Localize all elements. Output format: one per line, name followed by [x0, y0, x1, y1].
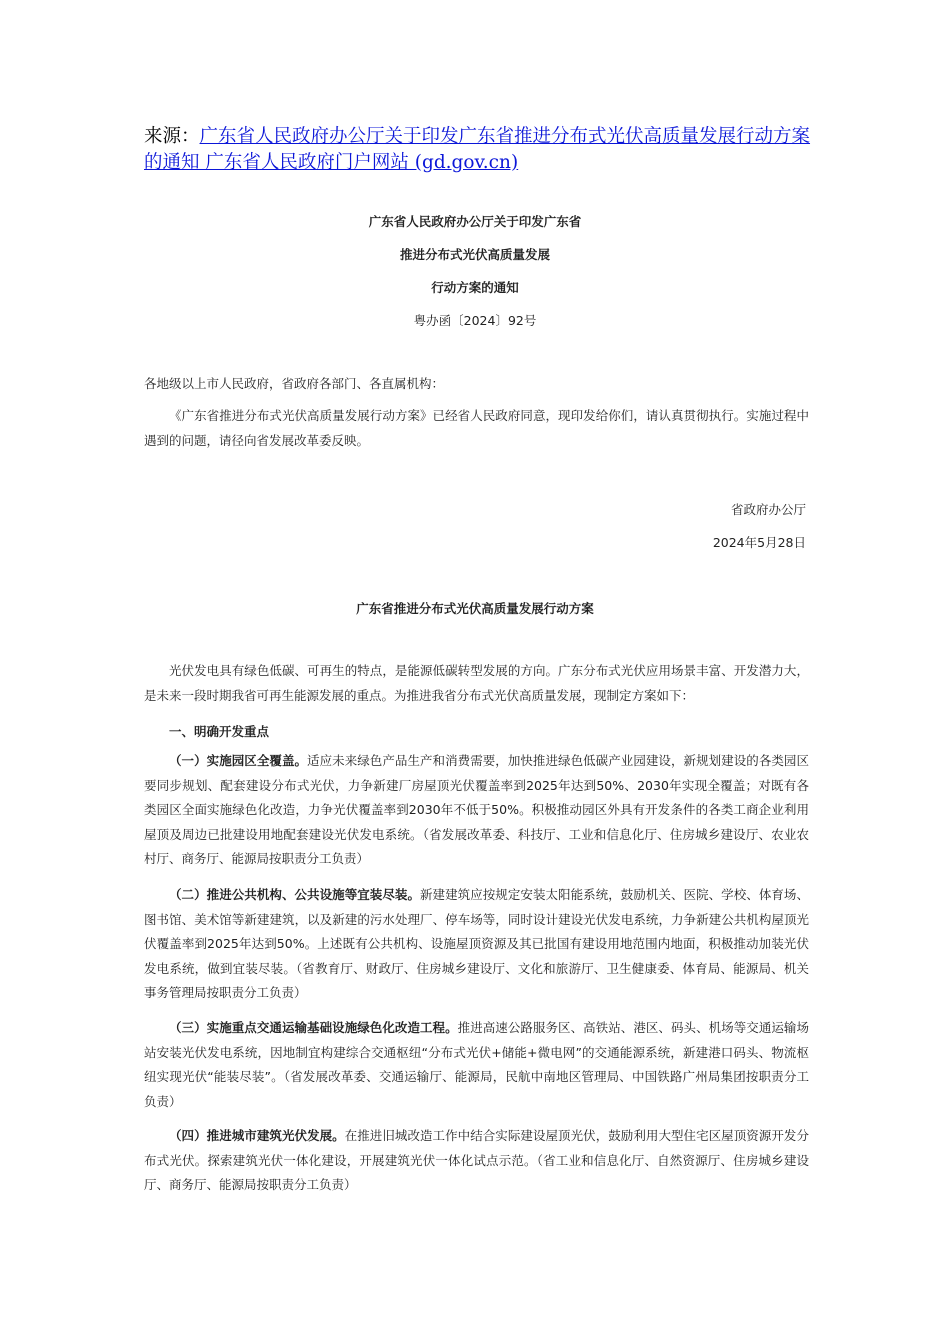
issue-date: 2024年5月28日: [712, 535, 806, 550]
section-heading-1: 一、明确开发重点: [169, 724, 270, 739]
plan-item-4-lead: （四）推进城市建筑光伏发展。: [169, 1128, 345, 1143]
plan-item-2-text: 新建建筑应按规定安装太阳能系统，鼓励机关、医院、学校、体育场、图书馆、美术馆等新建建筑，以及新建的污水处理厂、停车场等，同时设计建设光伏发电系统，力争新建公共机构屋顶光伏覆盖率到2025年达到50%。上述既有公共机构、设施屋顶资源及其已批国有建设用地范围内地面，积极推动加装光伏发电系统，做到宜装尽装。（省教育厅、财政厅、住房城乡建设厅、文化和旅游厅、卫生健康委、体育局、能源局、机关事务管理局按职责分工负责）: [144, 887, 809, 1000]
notice-title-line-3: 行动方案的通知: [431, 280, 519, 295]
addressee: 各地级以上市人民政府，省政府各部门、各直属机构：: [144, 376, 445, 391]
issuer: 省政府办公厅: [730, 502, 806, 517]
plan-item-2-lead: （二）推进公共机构、公共设施等宜装尽装。: [169, 887, 420, 902]
plan-item-2: [144, 883, 809, 1006]
plan-item-4: [144, 1124, 809, 1198]
plan-item-3-text: 推进高速公路服务区、高铁站、港区、码头、机场等交通运输场站安装光伏发电系统，因地制宜构建综合交通枢纽“分布式光伏+储能+微电网”的交通能源系统，新建港口码头、物流枢纽实现光伏“能装尽装”。（省发展改革委、交通运输厅、能源局，民航中南地区管理局、中国铁路广州局集团按职责分工负责）: [144, 1020, 809, 1109]
plan-item-4-text: 在推进旧城改造工作中结合实际建设屋顶光伏，鼓励利用大型住宅区屋顶资源开发分布式光伏。探索建筑光伏一体化建设，开展建筑光伏一体化试点示范。（省工业和信息化厅、自然资源厅、住房城乡建设厅、商务厅、能源局按职责分工负责）: [144, 1128, 809, 1192]
plan-item-1-lead: （一）实施园区全覆盖。: [169, 753, 308, 768]
document-number: 粤办函〔2024〕92号: [413, 313, 537, 328]
plan-intro: 光伏发电具有绿色低碳、可再生的特点，是能源低碳转型发展的方向。广东分布式光伏应用场景丰富、开发潜力大，是未来一段时期我省可再生能源发展的重点。为推进我省分布式光伏高质量发展，现制定方案如下：: [144, 663, 809, 703]
notice-title-line-1: 广东省人民政府办公厅关于印发广东省: [368, 214, 582, 229]
notice-title-line-2: 推进分布式光伏高质量发展: [399, 247, 550, 262]
notice-body: 《广东省推进分布式光伏高质量发展行动方案》已经省人民政府同意，现印发给你们，请认真贯彻执行。实施过程中遇到的问题，请径向省发展改革委反映。: [144, 408, 809, 448]
source-link[interactable]: 广东省人民政府办公厅关于印发广东省推进分布式光伏高质量发展行动方案的通知 广东省人民政府门户网站 (gd.gov.cn): [144, 126, 811, 173]
plan-item-1: [144, 749, 809, 872]
plan-title: 广东省推进分布式光伏高质量发展行动方案: [356, 601, 594, 616]
plan-item-3-lead: （三）实施重点交通运输基础设施绿色化改造工程。: [169, 1020, 458, 1035]
source-prefix: 来源：: [144, 126, 200, 147]
plan-item-3: [144, 1016, 809, 1114]
source-line: [144, 124, 814, 176]
plan-item-1-text: 适应未来绿色产品生产和消费需要，加快推进绿色低碳产业园建设，新规划建设的各类园区要同步规划、配套建设分布式光伏，力争新建厂房屋顶光伏覆盖率到2025年达到50%、2030年实现全覆盖；对既有各类园区全面实施绿色化改造，力争光伏覆盖率到2030年不低于50%。积极推动园区外具有开发条件的各类工商企业利用屋顶及周边已批建设用地配套建设光伏发电系统。（省发展改革委、科技厅、工业和信息化厅、住房城乡建设厅、农业农村厅、商务厅、能源局按职责分工负责）: [144, 753, 809, 866]
